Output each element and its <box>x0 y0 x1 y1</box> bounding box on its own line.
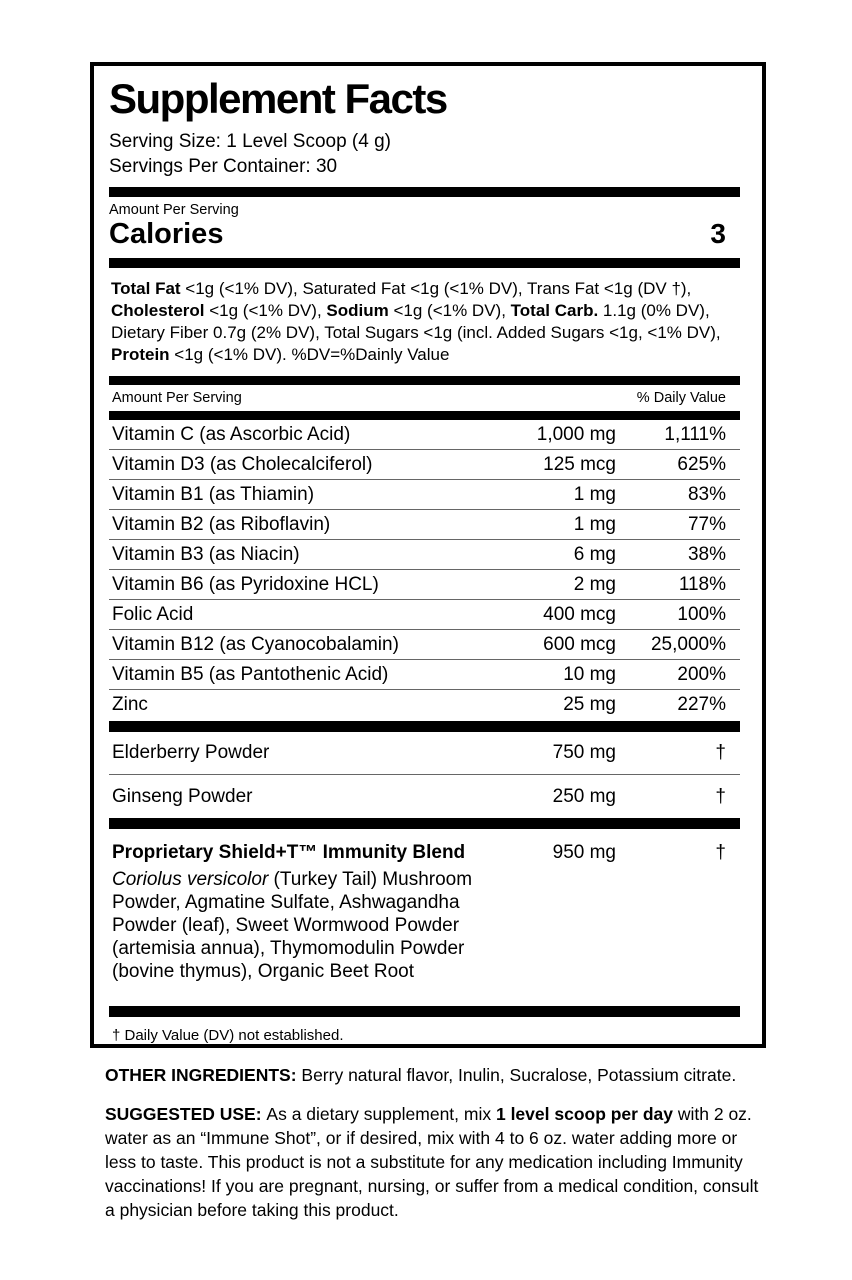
table-row <box>109 570 740 600</box>
servings-per-container-line: Servings Per Container: 30 <box>109 156 338 178</box>
botanical-name: Elderberry Powder <box>112 742 270 764</box>
divider-bar <box>109 376 740 385</box>
table-row <box>109 480 740 510</box>
nutrient-name: Folic Acid <box>112 603 194 625</box>
divider-bar <box>109 411 740 420</box>
nutrient-name: Vitamin B6 (as Pyridoxine HCL) <box>112 573 379 595</box>
table-row <box>109 630 740 660</box>
nutrient-summary-paragraph: Total Fat <1g (<1% DV), Saturated Fat <1g (<1% DV), Trans Fat <1g (DV †), Cholesterol <1g (<1% DV), Sodium <1g (<1% DV), Total Carb. 1.1g (0% DV), Dietary Fiber 0.7g (2% DV), Total Sugars <1g (incl. Added Sugars <1g, <1% DV), Protein <1g (<1% DV). %DV=%Dainly Value <box>111 279 721 365</box>
nutrient-amount: 1 mg <box>573 513 616 535</box>
botanical-name: Ginseng Powder <box>112 785 253 807</box>
nutrient-amount: 1 mg <box>573 483 616 505</box>
nutrient-dv: 200% <box>677 663 726 685</box>
table-row <box>109 600 740 630</box>
botanical-row <box>109 732 740 775</box>
divider-bar <box>109 818 740 829</box>
blend-description-line: Coriolus versicolor (Turkey Tail) Mushroom <box>112 869 473 891</box>
botanical-amount: 750 mg <box>552 742 616 764</box>
nutrient-amount: 2 mg <box>573 573 616 595</box>
blend-description-line: Powder (leaf), Sweet Wormwood Powder <box>112 915 460 937</box>
table-row <box>109 690 740 720</box>
table-header-row <box>109 385 740 411</box>
blend-dv-dagger: † <box>715 842 726 864</box>
supplement-facts-panel <box>90 62 766 1048</box>
table-row <box>109 450 740 480</box>
divider-bar <box>109 187 740 197</box>
calories-row <box>109 218 740 253</box>
nutrient-dv: 83% <box>687 483 726 505</box>
nutrient-amount: 25 mg <box>563 694 616 716</box>
proprietary-blend-row <box>109 829 740 993</box>
proprietary-blend-details <box>112 841 498 983</box>
table-row <box>109 510 740 540</box>
nutrient-dv: 38% <box>687 543 726 565</box>
nutrient-dv: 118% <box>678 573 726 595</box>
nutrient-name: Vitamin B5 (as Pantothenic Acid) <box>112 663 389 685</box>
divider-bar <box>109 1006 740 1017</box>
nutrient-name: Vitamin C (as Ascorbic Acid) <box>112 423 351 445</box>
nutrient-amount: 6 mg <box>573 543 616 565</box>
daily-value-footnote: † Daily Value (DV) not established. <box>112 1027 344 1045</box>
table-row <box>109 540 740 570</box>
nutrient-name: Vitamin B3 (as Niacin) <box>112 543 300 565</box>
other-ingredients-paragraph: OTHER INGREDIENTS: Berry natural flavor, Inulin, Sucralose, Potassium citrate. <box>105 1065 737 1085</box>
nutrient-dv: 77% <box>687 513 726 535</box>
divider-bar <box>109 258 740 268</box>
nutrient-amount: 400 mcg <box>543 603 616 625</box>
nutrient-dv: 625% <box>677 453 726 475</box>
blend-description-line: (artemisia annua), Thymomodulin Powder <box>112 938 465 960</box>
nutrient-name: Zinc <box>112 694 148 716</box>
nutrient-amount: 1,000 mg <box>536 423 616 445</box>
nutrient-dv: 25,000% <box>650 633 726 655</box>
serving-size-line: Serving Size: 1 Level Scoop (4 g) <box>109 131 391 153</box>
table-header-amount-per-serving: Amount Per Serving <box>112 390 242 407</box>
table-row <box>109 660 740 690</box>
nutrient-dv: 100% <box>677 603 726 625</box>
nutrient-name: Vitamin D3 (as Cholecalciferol) <box>112 453 373 475</box>
panel-title: Supplement Facts <box>109 75 447 122</box>
table-row <box>109 420 740 450</box>
nutrient-amount: 10 mg <box>563 663 616 685</box>
nutrient-amount: 125 mcg <box>543 453 616 475</box>
calories-label: Calories <box>109 218 224 251</box>
nutrient-name: Vitamin B12 (as Cyanocobalamin) <box>112 633 399 655</box>
amount-per-serving-label: Amount Per Serving <box>109 202 239 219</box>
botanical-dv-dagger: † <box>715 785 726 807</box>
blend-description-line: Powder, Agmatine Sulfate, Ashwagandha <box>112 892 460 914</box>
nutrient-amount: 600 mcg <box>543 633 616 655</box>
nutrient-dv: 1,111% <box>664 423 726 445</box>
nutrient-name: Vitamin B2 (as Riboflavin) <box>112 513 331 535</box>
nutrient-dv: 227% <box>677 694 726 716</box>
table-header-daily-value: % Daily Value <box>636 390 726 407</box>
botanical-dv-dagger: † <box>715 742 726 764</box>
divider-bar <box>109 721 740 732</box>
blend-amount: 950 mg <box>552 842 616 864</box>
botanical-row <box>109 775 740 818</box>
proprietary-blend-title: Proprietary Shield+T™ Immunity Blend <box>112 842 466 864</box>
botanical-amount: 250 mg <box>552 785 616 807</box>
blend-description-line: (bovine thymus), Organic Beet Root <box>112 961 415 983</box>
nutrient-name: Vitamin B1 (as Thiamin) <box>112 483 315 505</box>
suggested-use-paragraph: SUGGESTED USE: As a dietary supplement, mix 1 level scoop per day with 2 oz. water as an “Immune Shot”, or if desired, mix with 4 to 6 oz. water adding more or less to taste. This product is not a substitute for any medication including Immunity vaccinations! If you are pregnant, nursing, or suffer from a medical condition, consult a physician before taking this product. <box>105 1104 759 1220</box>
calories-value: 3 <box>710 218 726 250</box>
